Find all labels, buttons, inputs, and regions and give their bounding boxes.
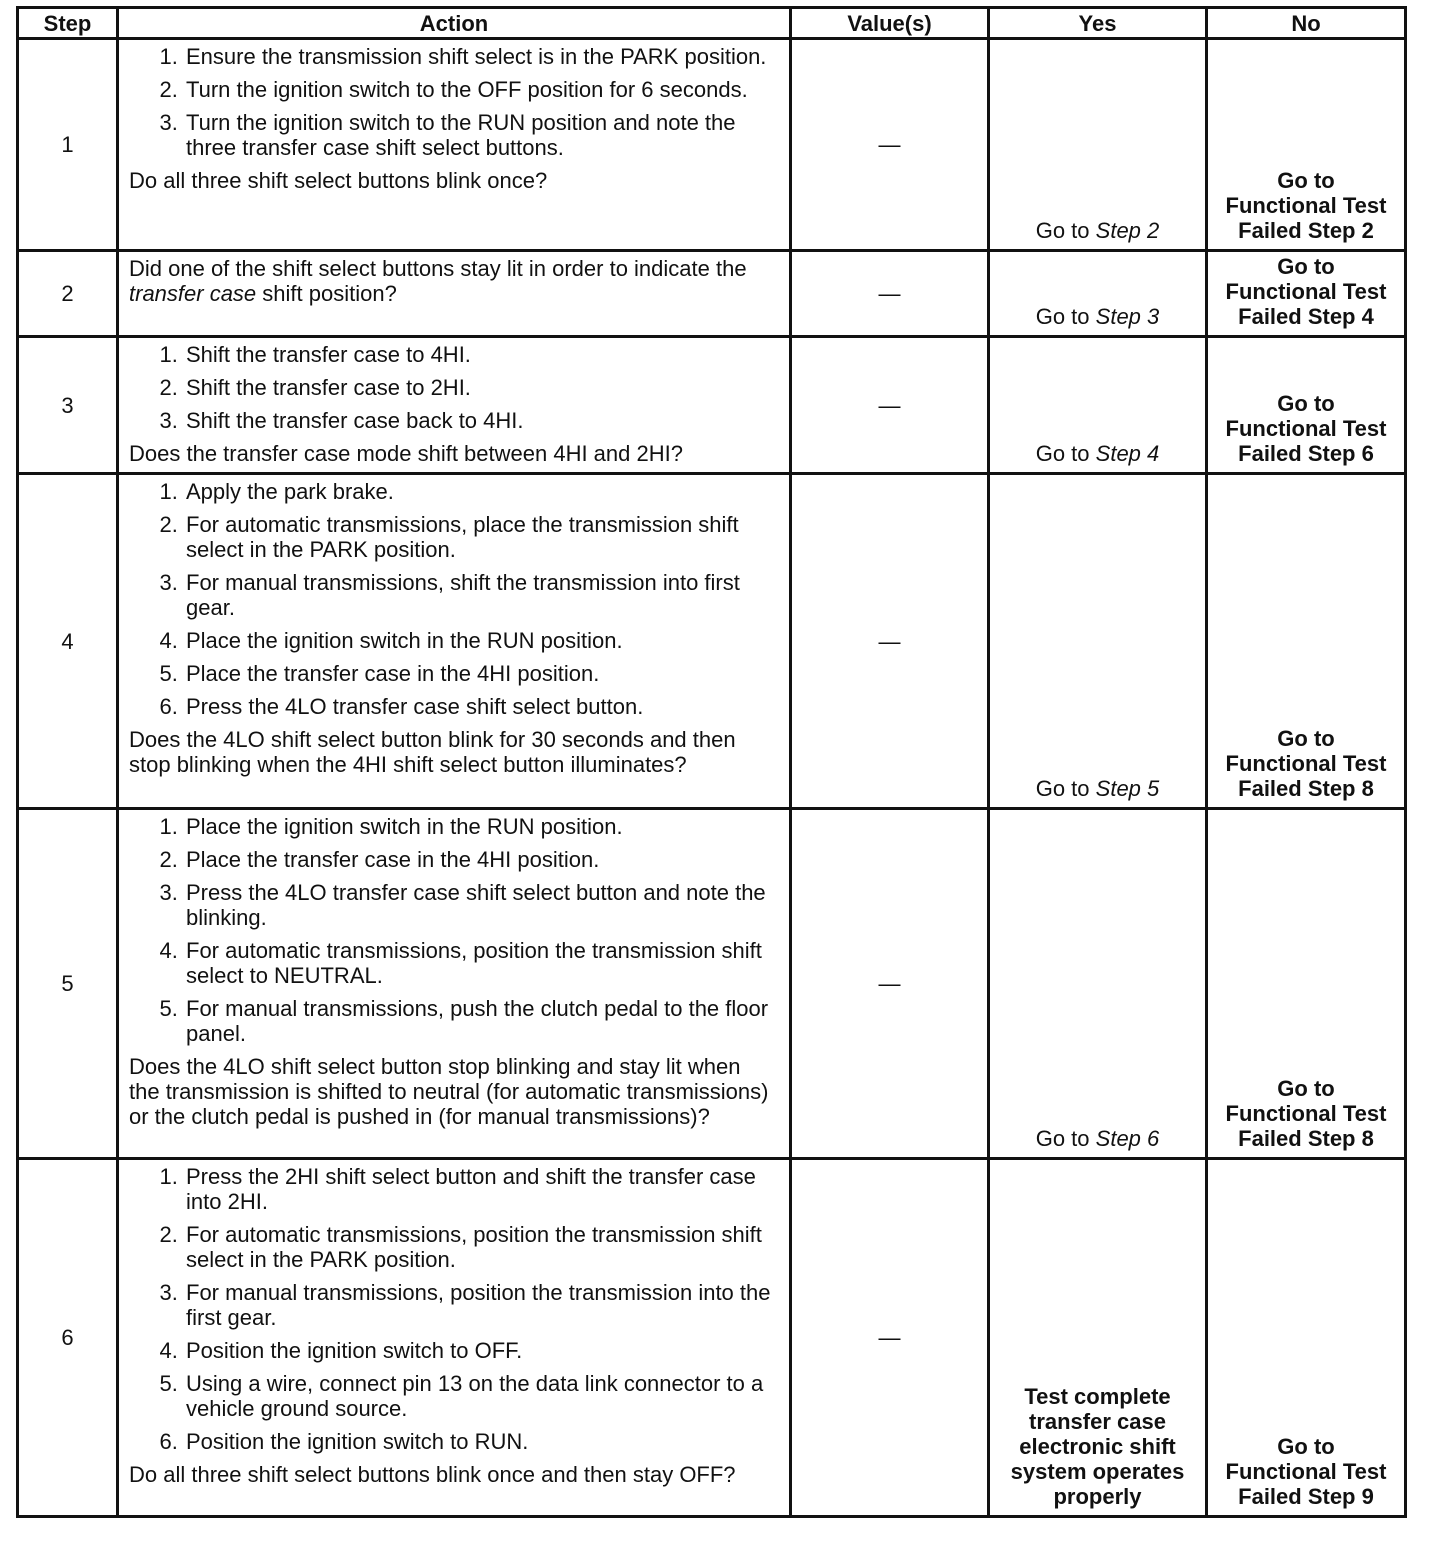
no-line: Functional Test bbox=[1225, 416, 1387, 441]
no-cell bbox=[1207, 809, 1406, 1159]
table-row bbox=[18, 809, 1406, 1159]
action-question: Do all three shift select buttons blink once and then stay OFF? bbox=[129, 1462, 736, 1487]
diagnostic-table bbox=[16, 6, 1407, 1518]
value-cell bbox=[791, 337, 989, 474]
action-item: 1. Place the ignition switch in the RUN position. bbox=[184, 814, 777, 839]
step-number: 6 bbox=[18, 1159, 118, 1517]
no-line: Go to bbox=[1277, 391, 1335, 416]
action-item: 3. For manual transmissions, position the transmission into the first gear. bbox=[184, 1280, 777, 1330]
action-list bbox=[129, 44, 777, 160]
no-line: Failed Step 4 bbox=[1238, 304, 1374, 329]
action-list bbox=[129, 1164, 777, 1454]
yes-prefix: Go to bbox=[1035, 776, 1090, 801]
action-item: 3. Turn the ignition switch to the RUN position and note the three transfer case shift select buttons. bbox=[184, 110, 777, 160]
diagnostic-table-container bbox=[16, 6, 1407, 1518]
yes-cell bbox=[989, 337, 1207, 474]
yes-cell bbox=[989, 474, 1207, 809]
yes-cell bbox=[989, 251, 1207, 337]
action-item: 2. For automatic transmissions, position the transmission shift select in the PARK position. bbox=[184, 1222, 777, 1272]
no-line: Go to bbox=[1277, 168, 1335, 193]
no-line: Failed Step 8 bbox=[1238, 1126, 1374, 1151]
action-item: 2. Shift the transfer case to 2HI. bbox=[184, 375, 777, 400]
yes-step-link: Step 5 bbox=[1095, 776, 1160, 801]
action-item: 6. Position the ignition switch to RUN. bbox=[184, 1429, 777, 1454]
table-row bbox=[18, 39, 1406, 251]
action-item: 3. Press the 4LO transfer case shift select button and note the blinking. bbox=[184, 880, 777, 930]
yes-step-link: Step 3 bbox=[1095, 304, 1160, 329]
yes-step-link: Step 4 bbox=[1095, 441, 1160, 466]
action-item: 4. Place the ignition switch in the RUN position. bbox=[184, 628, 777, 653]
value-cell bbox=[791, 474, 989, 809]
no-cell bbox=[1207, 1159, 1406, 1517]
no-line: Go to bbox=[1277, 254, 1335, 279]
step-number: 4 bbox=[18, 474, 118, 809]
header-action: Action bbox=[118, 8, 791, 39]
no-line: Functional Test bbox=[1225, 1459, 1387, 1484]
step-number: 1 bbox=[18, 39, 118, 251]
yes-prefix: Go to bbox=[1035, 218, 1090, 243]
action-item: 5. Using a wire, connect pin 13 on the data link connector to a vehicle ground source. bbox=[184, 1371, 777, 1421]
action-cell bbox=[118, 337, 791, 474]
yes-line: properly bbox=[1053, 1484, 1142, 1509]
action-item: 2. Turn the ignition switch to the OFF position for 6 seconds. bbox=[184, 77, 777, 102]
action-item: 3. For manual transmissions, shift the transmission into first gear. bbox=[184, 570, 777, 620]
yes-cell bbox=[989, 1159, 1207, 1517]
no-line: Functional Test bbox=[1225, 751, 1387, 776]
action-question: Do all three shift select buttons blink once? bbox=[129, 168, 548, 193]
action-item: 1. Shift the transfer case to 4HI. bbox=[184, 342, 777, 367]
action-question: Does the 4LO shift select button stop blinking and stay lit when the transmission is shifted to neutral (for automatic transmissions) or the clutch pedal is pushed in (for manual transmissions)? bbox=[129, 1054, 769, 1129]
action-item: 1. Ensure the transmission shift select is in the PARK position. bbox=[184, 44, 777, 69]
action-cell bbox=[118, 39, 791, 251]
header-no: No bbox=[1207, 8, 1406, 39]
question-text: shift position? bbox=[256, 281, 397, 306]
action-cell bbox=[118, 251, 791, 337]
action-question bbox=[129, 256, 777, 306]
table-row bbox=[18, 1159, 1406, 1517]
no-line: Functional Test bbox=[1225, 279, 1387, 304]
action-item: 5. For manual transmissions, push the clutch pedal to the floor panel. bbox=[184, 996, 777, 1046]
step-number: 3 bbox=[18, 337, 118, 474]
yes-step-link: Step 2 bbox=[1095, 218, 1160, 243]
value-cell bbox=[791, 809, 989, 1159]
question-text: Did one of the shift select buttons stay lit in order to indicate the bbox=[129, 256, 747, 281]
no-line: Functional Test bbox=[1225, 1101, 1387, 1126]
no-cell bbox=[1207, 251, 1406, 337]
action-item: 4. Position the ignition switch to OFF. bbox=[184, 1338, 777, 1363]
action-item: 3. Shift the transfer case back to 4HI. bbox=[184, 408, 777, 433]
action-question: Does the 4LO shift select button blink for 30 seconds and then stop blinking when the 4HI shift select button illuminates? bbox=[129, 727, 736, 777]
yes-prefix: Go to bbox=[1035, 1126, 1090, 1151]
action-item: 2. For automatic transmissions, place the transmission shift select in the PARK position. bbox=[184, 512, 777, 562]
no-cell bbox=[1207, 39, 1406, 251]
action-cell bbox=[118, 1159, 791, 1517]
header-yes: Yes bbox=[989, 8, 1207, 39]
yes-line: Test complete bbox=[1024, 1384, 1171, 1409]
value-dash: — bbox=[878, 392, 901, 418]
header-values: Value(s) bbox=[791, 8, 989, 39]
yes-prefix: Go to bbox=[1035, 441, 1090, 466]
action-list bbox=[129, 342, 777, 433]
value-dash: — bbox=[878, 628, 901, 654]
value-cell bbox=[791, 251, 989, 337]
yes-cell bbox=[989, 809, 1207, 1159]
value-cell bbox=[791, 1159, 989, 1517]
action-item: 1. Press the 2HI shift select button and shift the transfer case into 2HI. bbox=[184, 1164, 777, 1214]
action-cell bbox=[118, 474, 791, 809]
no-line: Functional Test bbox=[1225, 193, 1387, 218]
yes-line: electronic shift bbox=[1019, 1434, 1176, 1459]
step-number: 5 bbox=[18, 809, 118, 1159]
yes-cell bbox=[989, 39, 1207, 251]
table-row bbox=[18, 337, 1406, 474]
value-dash: — bbox=[878, 971, 901, 996]
no-line: Failed Step 9 bbox=[1238, 1484, 1374, 1509]
action-item: 5. Place the transfer case in the 4HI position. bbox=[184, 661, 777, 686]
action-cell bbox=[118, 809, 791, 1159]
value-dash: — bbox=[878, 132, 901, 157]
yes-line: system operates bbox=[1010, 1459, 1185, 1484]
action-list bbox=[129, 814, 777, 1046]
header-step: Step bbox=[18, 8, 118, 39]
value-dash: — bbox=[878, 1325, 901, 1350]
yes-line: transfer case bbox=[1029, 1409, 1166, 1434]
question-emphasis: transfer case bbox=[129, 281, 257, 306]
yes-prefix: Go to bbox=[1035, 304, 1090, 329]
value-cell bbox=[791, 39, 989, 251]
table-row bbox=[18, 474, 1406, 809]
action-item: 4. For automatic transmissions, position the transmission shift select to NEUTRAL. bbox=[184, 938, 777, 988]
table-row bbox=[18, 251, 1406, 337]
no-line: Go to bbox=[1277, 1076, 1335, 1101]
value-dash: — bbox=[878, 281, 901, 306]
no-line: Go to bbox=[1277, 1434, 1335, 1459]
action-item: 6. Press the 4LO transfer case shift select button. bbox=[184, 694, 777, 719]
action-question: Does the transfer case mode shift between 4HI and 2HI? bbox=[129, 441, 683, 466]
action-item: 2. Place the transfer case in the 4HI position. bbox=[184, 847, 777, 872]
no-cell bbox=[1207, 337, 1406, 474]
action-list bbox=[129, 479, 777, 719]
no-line: Go to bbox=[1277, 726, 1335, 751]
no-line: Failed Step 8 bbox=[1238, 776, 1374, 801]
yes-step-link: Step 6 bbox=[1095, 1126, 1160, 1151]
table-header-row bbox=[18, 8, 1406, 39]
no-cell bbox=[1207, 474, 1406, 809]
no-line: Failed Step 6 bbox=[1238, 441, 1374, 466]
action-item: 1. Apply the park brake. bbox=[184, 479, 777, 504]
step-number: 2 bbox=[18, 251, 118, 337]
no-line: Failed Step 2 bbox=[1238, 218, 1374, 243]
